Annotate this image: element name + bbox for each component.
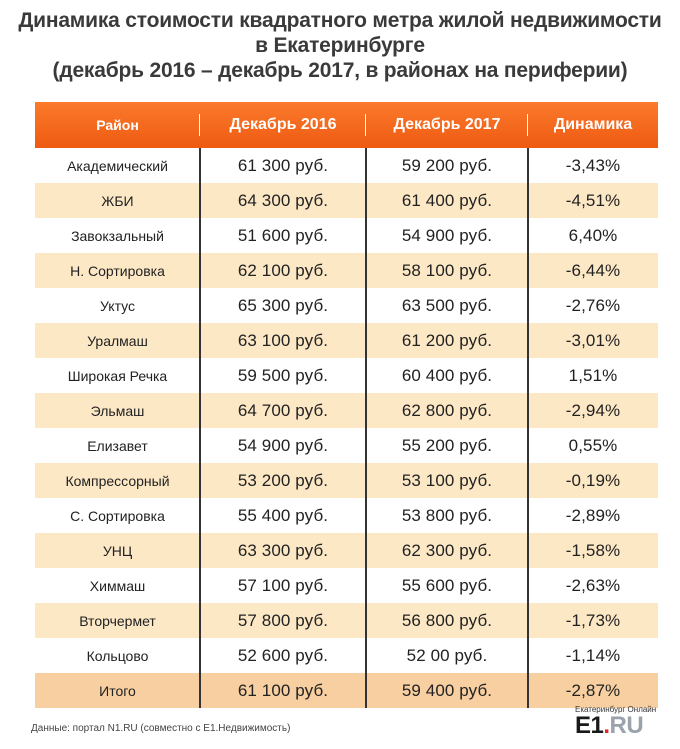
column-divider — [527, 393, 529, 428]
column-divider — [365, 638, 367, 673]
page-title — [0, 8, 680, 83]
cell-dec-2016: 55 400 руб. — [237, 505, 329, 525]
cell-dec-2017: 61 400 руб. — [401, 190, 493, 210]
cell-dec-2017: 59 400 руб. — [401, 680, 493, 700]
column-divider — [527, 148, 529, 183]
column-divider — [365, 393, 367, 428]
brand-logo — [575, 705, 675, 745]
cell-dynamics: 6,40% — [568, 225, 618, 245]
column-divider — [365, 463, 367, 498]
cell-district: Итого — [99, 682, 136, 699]
cell-dec-2017: 56 800 руб. — [401, 610, 493, 630]
column-divider — [365, 673, 367, 708]
column-divider — [199, 428, 201, 463]
table-row — [35, 148, 658, 183]
cell-dec-2016: 63 100 руб. — [237, 330, 329, 350]
column-divider — [527, 498, 529, 533]
cell-dynamics: -2,89% — [565, 505, 621, 525]
cell-dynamics: -1,14% — [565, 645, 621, 665]
cell-dynamics: -3,43% — [565, 155, 621, 175]
column-divider — [527, 463, 529, 498]
header-district: Район — [96, 117, 139, 133]
column-divider — [365, 603, 367, 638]
cell-dec-2017: 62 800 руб. — [401, 400, 493, 420]
column-divider — [199, 358, 201, 393]
header-divider — [527, 114, 528, 136]
cell-dynamics: 1,51% — [568, 365, 618, 385]
column-divider — [527, 218, 529, 253]
cell-dynamics: -3,01% — [565, 330, 621, 350]
column-divider — [365, 358, 367, 393]
cell-dec-2016: 52 600 руб. — [237, 645, 329, 665]
column-divider — [365, 218, 367, 253]
table-total-row — [35, 673, 658, 708]
column-divider — [365, 148, 367, 183]
column-divider — [199, 603, 201, 638]
title-line-3: (декабрь 2016 – декабрь 2017, в районах на периферии) — [52, 59, 628, 82]
column-divider — [527, 428, 529, 463]
column-divider — [199, 148, 201, 183]
table-row — [35, 253, 658, 288]
cell-dec-2016: 62 100 руб. — [237, 260, 329, 280]
cell-dynamics: -4,51% — [565, 190, 621, 210]
cell-dec-2017: 61 200 руб. — [401, 330, 493, 350]
header-divider — [199, 114, 200, 136]
table-row — [35, 463, 658, 498]
column-divider — [527, 323, 529, 358]
cell-dynamics: -2,94% — [565, 400, 621, 420]
cell-district: Елизавет — [87, 437, 148, 454]
cell-dynamics: -1,58% — [565, 540, 621, 560]
cell-dec-2017: 53 800 руб. — [401, 505, 493, 525]
cell-dec-2016: 54 900 руб. — [237, 435, 329, 455]
column-divider — [365, 288, 367, 323]
cell-dec-2017: 58 100 руб. — [401, 260, 493, 280]
brand-e1: E1 — [575, 712, 604, 739]
column-divider — [199, 323, 201, 358]
cell-dec-2016: 57 800 руб. — [237, 610, 329, 630]
column-divider — [365, 253, 367, 288]
column-divider — [527, 603, 529, 638]
column-divider — [199, 183, 201, 218]
column-divider — [365, 568, 367, 603]
cell-dec-2017: 52 00 руб. — [406, 645, 488, 665]
column-divider — [199, 568, 201, 603]
cell-dec-2017: 54 900 руб. — [401, 225, 493, 245]
table-row — [35, 428, 658, 463]
table-row — [35, 183, 658, 218]
column-divider — [527, 638, 529, 673]
title-line-2: в Екатеринбурге — [255, 34, 425, 57]
column-divider — [527, 183, 529, 218]
cell-dec-2017: 59 200 руб. — [401, 155, 493, 175]
table-row — [35, 498, 658, 533]
cell-district: Уктус — [100, 297, 135, 314]
table-row — [35, 323, 658, 358]
table-row — [35, 533, 658, 568]
column-divider — [527, 253, 529, 288]
table-body — [35, 148, 658, 708]
brand-dot: . — [603, 712, 610, 739]
cell-district: С. Сортировка — [70, 507, 165, 524]
column-divider — [199, 288, 201, 323]
cell-district: Уралмаш — [87, 332, 148, 349]
column-divider — [199, 673, 201, 708]
cell-dec-2016: 61 100 руб. — [237, 680, 329, 700]
brand-ru: RU — [609, 712, 644, 739]
cell-dec-2017: 53 100 руб. — [401, 470, 493, 490]
header-divider — [365, 114, 366, 136]
column-divider — [365, 428, 367, 463]
brand-wordmark — [575, 714, 675, 738]
column-divider — [527, 288, 529, 323]
cell-dec-2016: 59 500 руб. — [237, 365, 329, 385]
cell-dec-2017: 55 600 руб. — [401, 575, 493, 595]
column-divider — [365, 533, 367, 568]
table-row — [35, 568, 658, 603]
price-table — [35, 102, 658, 708]
column-divider — [365, 323, 367, 358]
column-divider — [365, 498, 367, 533]
column-divider — [199, 253, 201, 288]
column-divider — [527, 673, 529, 708]
column-divider — [527, 568, 529, 603]
cell-dynamics: -2,87% — [565, 680, 621, 700]
cell-district: Химмаш — [89, 577, 146, 594]
header-dec-2016: Декабрь 2016 — [229, 116, 337, 133]
header-dynamics: Динамика — [553, 116, 633, 133]
table-row — [35, 393, 658, 428]
cell-dec-2016: 64 700 руб. — [237, 400, 329, 420]
column-divider — [527, 358, 529, 393]
cell-dec-2017: 55 200 руб. — [401, 435, 493, 455]
column-divider — [199, 393, 201, 428]
column-divider — [199, 498, 201, 533]
cell-dynamics: -0,19% — [565, 470, 621, 490]
cell-dec-2017: 60 400 руб. — [401, 365, 493, 385]
cell-dynamics: -6,44% — [565, 260, 621, 280]
cell-district: УНЦ — [102, 542, 133, 559]
cell-district: Широкая Речка — [67, 367, 168, 384]
source-note: Данные: портал N1.RU (совместно с Е1.Недвижимость) — [31, 723, 291, 734]
cell-dec-2017: 62 300 руб. — [401, 540, 493, 560]
cell-district: Завокзальный — [71, 227, 164, 244]
cell-district: Эльмаш — [90, 402, 145, 419]
table-row — [35, 218, 658, 253]
cell-district: Вторчермет — [79, 612, 156, 629]
cell-district: Н. Сортировка — [70, 262, 165, 279]
column-divider — [527, 533, 529, 568]
cell-district: Компрессорный — [65, 472, 170, 489]
cell-dec-2016: 61 300 руб. — [237, 155, 329, 175]
cell-district: Кольцово — [86, 647, 149, 664]
table-row — [35, 603, 658, 638]
cell-dynamics: -2,76% — [565, 295, 621, 315]
cell-dynamics: 0,55% — [568, 435, 618, 455]
cell-dec-2016: 53 200 руб. — [237, 470, 329, 490]
cell-dec-2016: 51 600 руб. — [237, 225, 329, 245]
cell-district: ЖБИ — [101, 192, 134, 209]
column-divider — [199, 533, 201, 568]
title-line-1: Динамика стоимости квадратного метра жилой недвижимости — [18, 9, 662, 32]
column-divider — [365, 183, 367, 218]
cell-district: Академический — [67, 157, 168, 174]
table-row — [35, 288, 658, 323]
cell-dec-2016: 65 300 руб. — [237, 295, 329, 315]
cell-dec-2016: 57 100 руб. — [237, 575, 329, 595]
header-dec-2017: Декабрь 2017 — [393, 116, 501, 133]
table-header — [35, 102, 658, 148]
table-row — [35, 638, 658, 673]
column-divider — [199, 218, 201, 253]
cell-dec-2016: 63 300 руб. — [237, 540, 329, 560]
cell-dec-2017: 63 500 руб. — [401, 295, 493, 315]
cell-dynamics: -1,73% — [565, 610, 621, 630]
column-divider — [199, 463, 201, 498]
column-divider — [199, 638, 201, 673]
cell-dec-2016: 64 300 руб. — [237, 190, 329, 210]
brand-caption: Екатеринбург Онлайн — [575, 705, 657, 714]
table-row — [35, 358, 658, 393]
cell-dynamics: -2,63% — [565, 575, 621, 595]
